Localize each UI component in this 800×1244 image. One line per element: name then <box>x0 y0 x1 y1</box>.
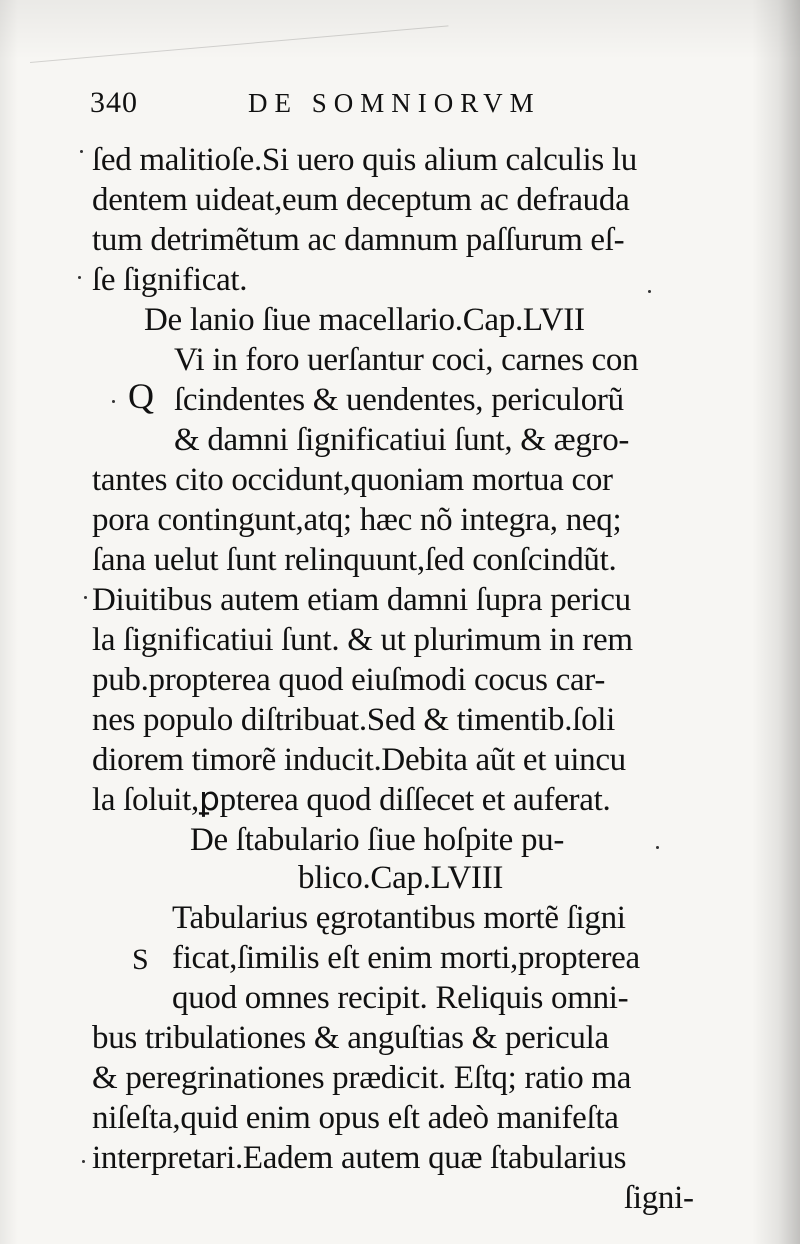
text-line: ſed malitioſe.Si uero quis alium calculis lu <box>92 142 637 178</box>
text-line: & peregrinationes prædicit. Eſtq; ratio ma <box>92 1060 632 1096</box>
chapter-heading: De ſtabulario ſiue hoſpite pu- <box>190 822 565 858</box>
page-gutter-shadow-left <box>0 0 18 1244</box>
ink-speck <box>80 150 83 153</box>
text-line: tum detrimẽtum ac damnum paſſurum eſ- <box>92 222 625 258</box>
running-head: DE SOMNIORVM <box>248 88 541 118</box>
text-line: la ſoluit,ꝑpterea quod diſſecet et auferat. <box>92 782 611 818</box>
text-line: tantes cito occidunt,quoniam mortua cor <box>92 462 613 498</box>
text-line: Diuitibus autem etiam damni ſupra pericu <box>92 582 631 618</box>
text-line: Vi in foro uerſantur coci, carnes con <box>174 342 639 378</box>
text-line: dentem uideat,eum deceptum ac defrauda <box>92 182 630 218</box>
chapter-heading: De lanio ſiue macellario.Cap.LVII <box>144 302 585 338</box>
text-line: ficat,ſimilis eſt enim morti,propterea <box>172 940 640 976</box>
ink-speck <box>656 846 659 849</box>
text-line: pub.propterea quod eiuſmodi cocus car- <box>92 662 606 698</box>
chapter-heading: blico.Cap.LVIII <box>298 860 504 896</box>
text-line: la ſignificatiui ſunt. & ut plurimum in rem <box>92 622 633 658</box>
page-gutter-shadow-right <box>752 0 800 1244</box>
text-line: quod omnes recipit. Reliquis omni- <box>172 980 629 1016</box>
text-line: interpretari.Eadem autem quæ ſtabularius <box>92 1140 627 1176</box>
ink-speck <box>648 290 651 293</box>
page-header <box>90 86 650 128</box>
margin-note: S <box>132 943 149 976</box>
ink-speck <box>84 596 87 599</box>
text-line: nes populo diſtribuat.Sed & timentib.ſoli <box>92 702 615 738</box>
page-number: 340 <box>90 86 138 119</box>
text-line: niſeſta,quid enim opus eſt adeò manifeſta <box>92 1100 619 1136</box>
ink-speck <box>112 400 115 403</box>
drop-cap: Q <box>128 376 154 416</box>
ink-speck <box>78 276 81 279</box>
text-line: ſana uelut ſunt relinquunt,ſed conſcindũt. <box>92 542 617 578</box>
catchword: ſigni- <box>624 1180 694 1216</box>
ink-speck <box>82 1160 85 1163</box>
text-line: pora contingunt,atq; hæc nõ integra, neq; <box>92 502 622 538</box>
text-line: Tabularius ęgrotantibus mortẽ ſigni <box>172 900 626 936</box>
text-line: ſcindentes & uendentes, periculorũ <box>174 382 624 418</box>
text-line: ſe ſignificat. <box>92 262 248 298</box>
text-line: bus tribulationes & anguſtias & pericula <box>92 1020 609 1056</box>
text-line: & damni ſignificatiui ſunt, & ægro- <box>174 422 630 458</box>
text-line: diorem timorẽ inducit.Debita aũt et uincu <box>92 742 626 778</box>
